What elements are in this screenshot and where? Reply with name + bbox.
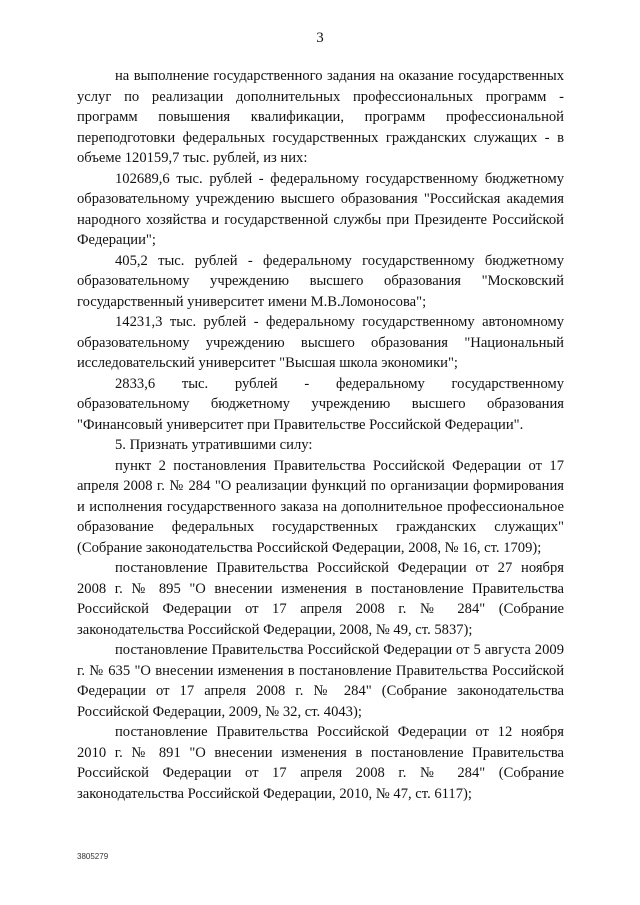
paragraph-financial-university: 2833,6 тыс. рублей - федеральному государственному образовательному бюджетному учреждению высшего образования "Финансовый университет при Правительстве Российской Федерации". xyxy=(77,375,564,433)
document-body xyxy=(77,66,564,804)
paragraph-msu: 405,2 тыс. рублей - федеральному государственному бюджетному образовательному учреждению высшего образования "Московский государственный университет имени М.В.Ломоносова"; xyxy=(77,252,564,310)
paragraph-repeal-2009-635: постановление Правительства Российской Федерации от 5 августа 2009 г. № 635 "О внесении изменения в постановление Правительства Российской Федерации от 17 апреля 2008 г. № 284" (Собрание законодательства Российской Федерации, 2009, № 32, ст. 4043); xyxy=(77,642,564,720)
paragraph-state-assignment: на выполнение государственного задания на оказание государственных услуг по реализации дополнительных профессиональных программ - программ повышения квалификации, программ профессиональной переподготовки федеральных государственных гражданских служащих - в объеме 120159,7 тыс. рублей, из них: xyxy=(77,68,564,166)
paragraph-hse: 14231,3 тыс. рублей - федеральному государственному автономному образовательному учреждению высшего образования "Национальный исследовательский университет "Высшая школа экономики"; xyxy=(77,314,564,371)
paragraph-ranepa: 102689,6 тыс. рублей - федеральному государственному бюджетному образовательному учреждению высшего образования "Российская академия народного хозяйства и государственной службы при Президенте Российской Федерации"; xyxy=(77,170,564,248)
paragraph-repeal-2008-284: пункт 2 постановления Правительства Российской Федерации от 17 апреля 2008 г. № 284 "О реализации функций по организации формирования и исполнения государственного заказа на дополнительное профессиональное образование федеральных государственных гражданских служащих" (Собрание законодательства Российской Федерации, 2008, № 16, ст. 1709); xyxy=(77,457,564,556)
paragraph-repeal-2010-891: постановление Правительства Российской Федерации от 12 ноября 2010 г. № 891 "О внесении изменения в постановление Правительства Российской Федерации от 17 апреля 2008 г. № 284" (Собрание законодательства Российской Федерации, 2010, № 47, ст. 6117); xyxy=(77,724,564,802)
paragraph-item-5: 5. Признать утратившими силу: xyxy=(115,437,313,453)
paragraph-repeal-2008-895: постановление Правительства Российской Федерации от 27 ноября 2008 г. № 895 "О внесении изменения в постановление Правительства Российской Федерации от 17 апреля 2008 г. № 284" (Собрание законодательства Российской Федерации, 2008, № 49, ст. 5837); xyxy=(77,560,564,638)
page-number: 3 xyxy=(316,30,324,46)
document-code: 3805279 xyxy=(77,852,109,861)
